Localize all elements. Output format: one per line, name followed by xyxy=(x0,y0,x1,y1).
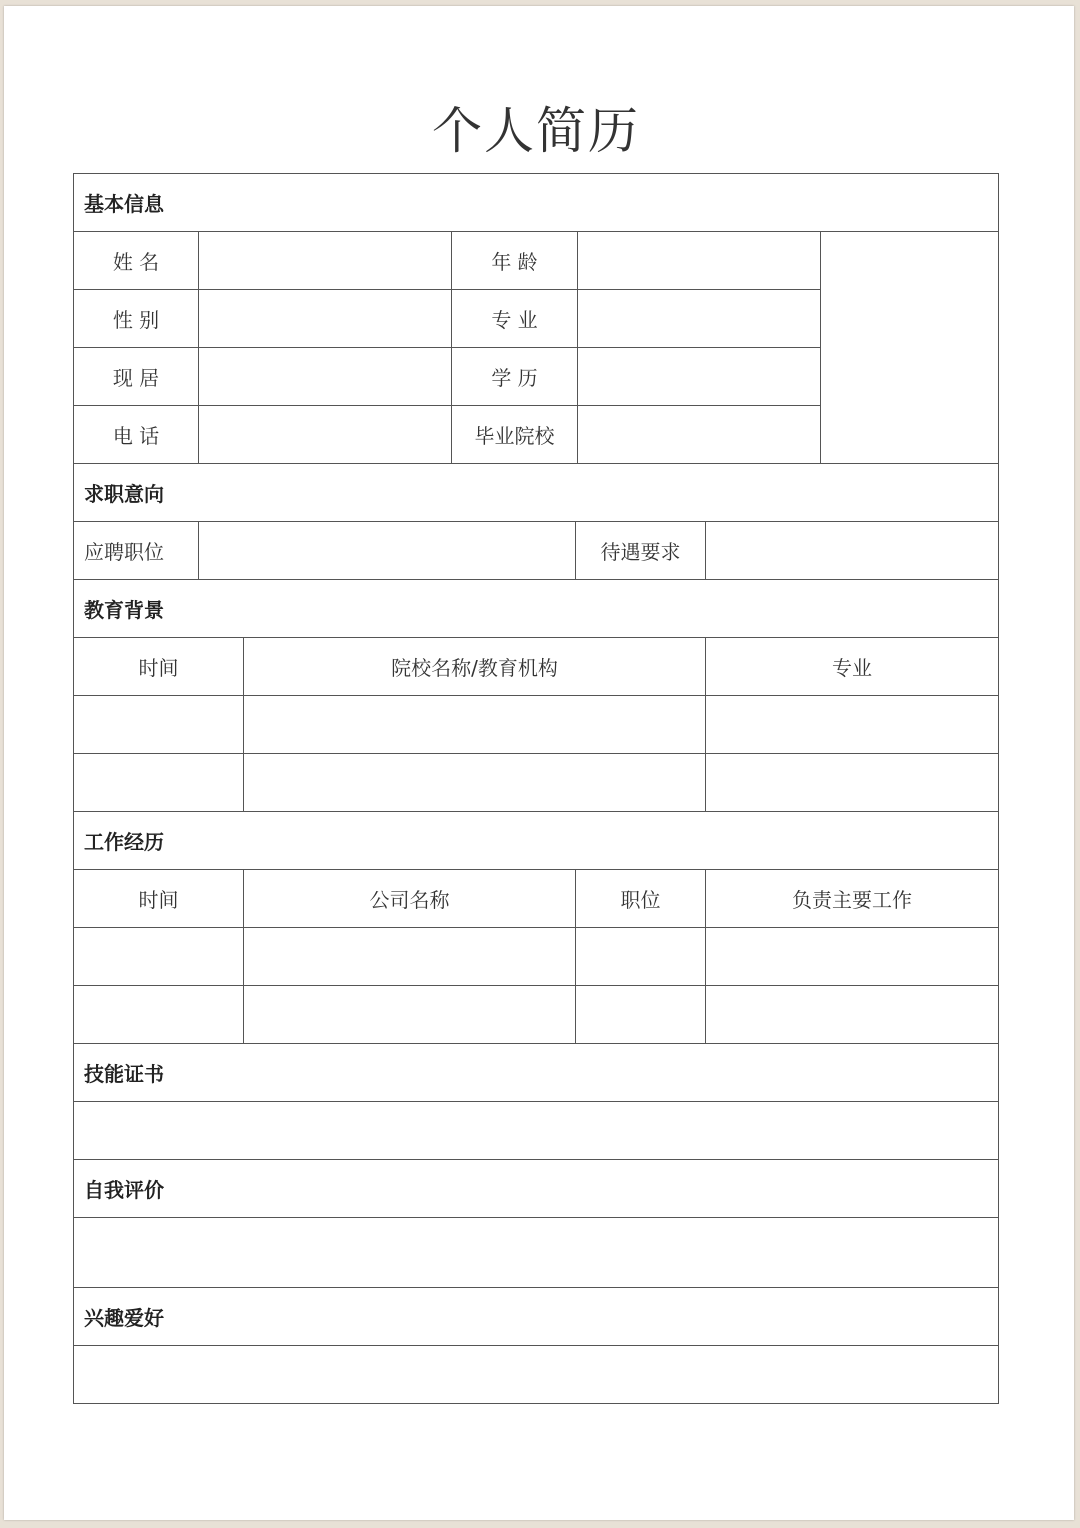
label-age: 年 龄 xyxy=(452,232,578,290)
work-cell-duties[interactable] xyxy=(706,986,999,1044)
field-degree[interactable] xyxy=(578,348,821,406)
photo-area[interactable] xyxy=(821,232,999,464)
edu-cell-school[interactable] xyxy=(244,754,706,812)
label-position: 应聘职位 xyxy=(74,522,199,580)
section-education: 教育背景 xyxy=(74,580,999,638)
edu-header-major: 专业 xyxy=(706,638,999,696)
edu-cell-time[interactable] xyxy=(74,754,244,812)
section-work: 工作经历 xyxy=(74,812,999,870)
work-cell-duties[interactable] xyxy=(706,928,999,986)
section-skills: 技能证书 xyxy=(74,1044,999,1102)
field-residence[interactable] xyxy=(199,348,452,406)
field-age[interactable] xyxy=(578,232,821,290)
edu-header-time: 时间 xyxy=(74,638,244,696)
field-phone[interactable] xyxy=(199,406,452,464)
page-title: 个人简历 xyxy=(432,102,640,160)
edu-cell-major[interactable] xyxy=(706,754,999,812)
field-position[interactable] xyxy=(199,522,576,580)
field-salary[interactable] xyxy=(706,522,999,580)
work-header-company: 公司名称 xyxy=(244,870,576,928)
work-header-time: 时间 xyxy=(74,870,244,928)
section-self-evaluation: 自我评价 xyxy=(74,1160,999,1218)
work-cell-position[interactable] xyxy=(576,928,706,986)
work-header-position: 职位 xyxy=(576,870,706,928)
section-hobbies: 兴趣爱好 xyxy=(74,1288,999,1346)
field-hobbies[interactable] xyxy=(74,1346,999,1404)
section-job-intent: 求职意向 xyxy=(74,464,999,522)
label-salary: 待遇要求 xyxy=(576,522,706,580)
work-cell-position[interactable] xyxy=(576,986,706,1044)
field-name[interactable] xyxy=(199,232,452,290)
label-residence: 现 居 xyxy=(74,348,199,406)
field-self-evaluation[interactable] xyxy=(74,1218,999,1288)
resume-table xyxy=(73,173,999,1404)
edu-cell-major[interactable] xyxy=(706,696,999,754)
label-major: 专 业 xyxy=(452,290,578,348)
work-cell-company[interactable] xyxy=(244,986,576,1044)
field-major[interactable] xyxy=(578,290,821,348)
label-degree: 学 历 xyxy=(452,348,578,406)
work-cell-company[interactable] xyxy=(244,928,576,986)
label-school: 毕业院校 xyxy=(452,406,578,464)
label-name: 姓 名 xyxy=(74,232,199,290)
field-school[interactable] xyxy=(578,406,821,464)
edu-cell-time[interactable] xyxy=(74,696,244,754)
field-skills[interactable] xyxy=(74,1102,999,1160)
label-gender: 性 别 xyxy=(74,290,199,348)
edu-cell-school[interactable] xyxy=(244,696,706,754)
edu-header-school: 院校名称/教育机构 xyxy=(244,638,706,696)
work-header-duties: 负责主要工作 xyxy=(706,870,999,928)
section-basic-info: 基本信息 xyxy=(74,174,999,232)
field-gender[interactable] xyxy=(199,290,452,348)
work-cell-time[interactable] xyxy=(74,928,244,986)
label-phone: 电 话 xyxy=(74,406,199,464)
work-cell-time[interactable] xyxy=(74,986,244,1044)
